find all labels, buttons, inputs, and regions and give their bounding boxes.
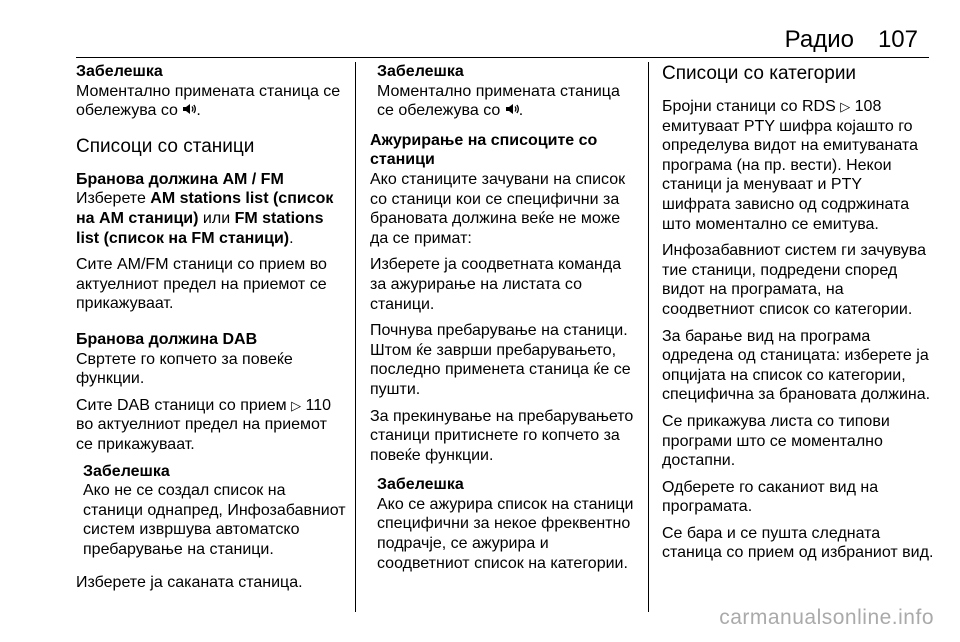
text-part: во актуелниот предел на приемот се прикажуваат. [76, 416, 327, 453]
text-part: Сите DAB станици со прием [76, 396, 287, 414]
page-reference-icon: ▷ [291, 397, 302, 413]
note-title: Забелешка [377, 476, 464, 494]
paragraph-select-station: Изберете ја саканата станица. [76, 574, 303, 592]
note-current-station [76, 62, 346, 121]
paragraph-turn-knob: Свртете го копчето за повеќе функции. [76, 350, 293, 388]
paragraph-rds-pty [662, 97, 934, 234]
note-text: Ако не се создал список на станици однапред, Инфозабавниот систем извршува автоматско пребарување на станици. [83, 482, 346, 558]
note-title: Забелешка [377, 63, 464, 80]
paragraph-select-list [76, 189, 346, 248]
text-part: емитуваат PTY шифра којашто го определува видот на емитуваната програма (на пр. вести). Некои станици ја менуваат и PTY шифрата зависно од содржината што моментално се емитува. [662, 117, 918, 233]
paragraph-dab-shown [76, 396, 346, 455]
page-title: Радио [784, 26, 854, 53]
paragraph-am-fm-shown: Сите AM/FM станици со прием во актуелниот предел на приемот се прикажуваат. [76, 256, 327, 313]
column-1 [76, 62, 346, 600]
subheading-update-lists: Ажурирање на списоците со станици [370, 131, 598, 169]
note-title: Забелешка [76, 63, 163, 80]
column-divider-2 [648, 62, 649, 612]
paragraph-select-update: Изберете ја соодветната команда за ажурирање на листата со станици. [370, 256, 622, 313]
text-part: Бројни станици со RDS [662, 98, 836, 115]
note-text [76, 82, 346, 121]
note-text-end: . [196, 102, 201, 120]
speaker-icon [505, 102, 519, 116]
column-divider-1 [355, 62, 356, 612]
page-header [0, 0, 960, 58]
speaker-icon [182, 102, 196, 116]
note-text: Ако се ажурира список на станици специфични за некое фреквентно подрачје, се ажурира и соодветниот список на категории. [377, 495, 634, 572]
note-category-update [370, 475, 636, 573]
note-text-end: . [518, 102, 524, 120]
paragraph-select-type: Одберете го саканиот вид на програмата. [662, 478, 879, 516]
note-title: Забелешка [83, 462, 170, 480]
note-current-station [370, 62, 636, 121]
paragraph-search-starts: Почнува пребарување на станици. Штом ќе заврши пребарувањето, последно применета станица ќе се пушти. [370, 322, 631, 398]
note-auto-search [76, 462, 346, 560]
page-reference-icon: ▷ [840, 99, 851, 114]
menu-item-fm-stations-list: FM stations list (список на FM станици) [76, 209, 324, 247]
page-reference: 110 [305, 396, 332, 414]
watermark: carmanualsonline.info [719, 606, 934, 629]
page-number: 107 [877, 26, 918, 53]
subheading-am-fm: Бранова должина AM / FM [76, 170, 284, 188]
paragraph-stations-unavailable: Ако станиците зачувани на список со станици кои се специфични за брановата должина веќе не може да се примат: [370, 170, 626, 247]
paragraph-search-program-type: За барање вид на програма одредена од станицата: изберете ја опцијата на список со категории, специфична за брановата должина. [662, 327, 931, 404]
subheading-dab: Бранова должина DAB [76, 330, 258, 348]
menu-item-am-stations-list: AM stations list (список на AM станици) [76, 190, 334, 227]
header-divider [76, 57, 929, 58]
note-text [377, 82, 636, 121]
paragraph-next-station: Се бара и се пушта следната станица со прием од избраниот вид. [662, 524, 934, 562]
note-text-part: Моментално примената станица се обележува со [76, 82, 341, 120]
column-3 [662, 62, 934, 570]
page-reference: 108 [854, 98, 882, 115]
text-part: или [198, 209, 235, 227]
paragraph-list-shown: Се прикажува листа со типови програми што се моментално достапни. [662, 412, 890, 470]
paragraph-stations-stored: Инфозабавниот систем ги зачувува тие станици, подредени според видот на програмата, на соодветниот список со категории. [662, 242, 926, 318]
section-title-station-lists: Списоци со станици [76, 135, 255, 157]
text-part: . [289, 229, 294, 247]
section-title-category-lists: Списоци со категории [662, 63, 857, 84]
note-text-part: Моментално примената станица се обележува со [377, 82, 620, 120]
paragraph-cancel-search: За прекинување на пребарувањето станици притиснете го копчето за повеќе функции. [370, 407, 634, 464]
text-part: Изберете [76, 190, 151, 208]
column-2 [370, 62, 636, 587]
